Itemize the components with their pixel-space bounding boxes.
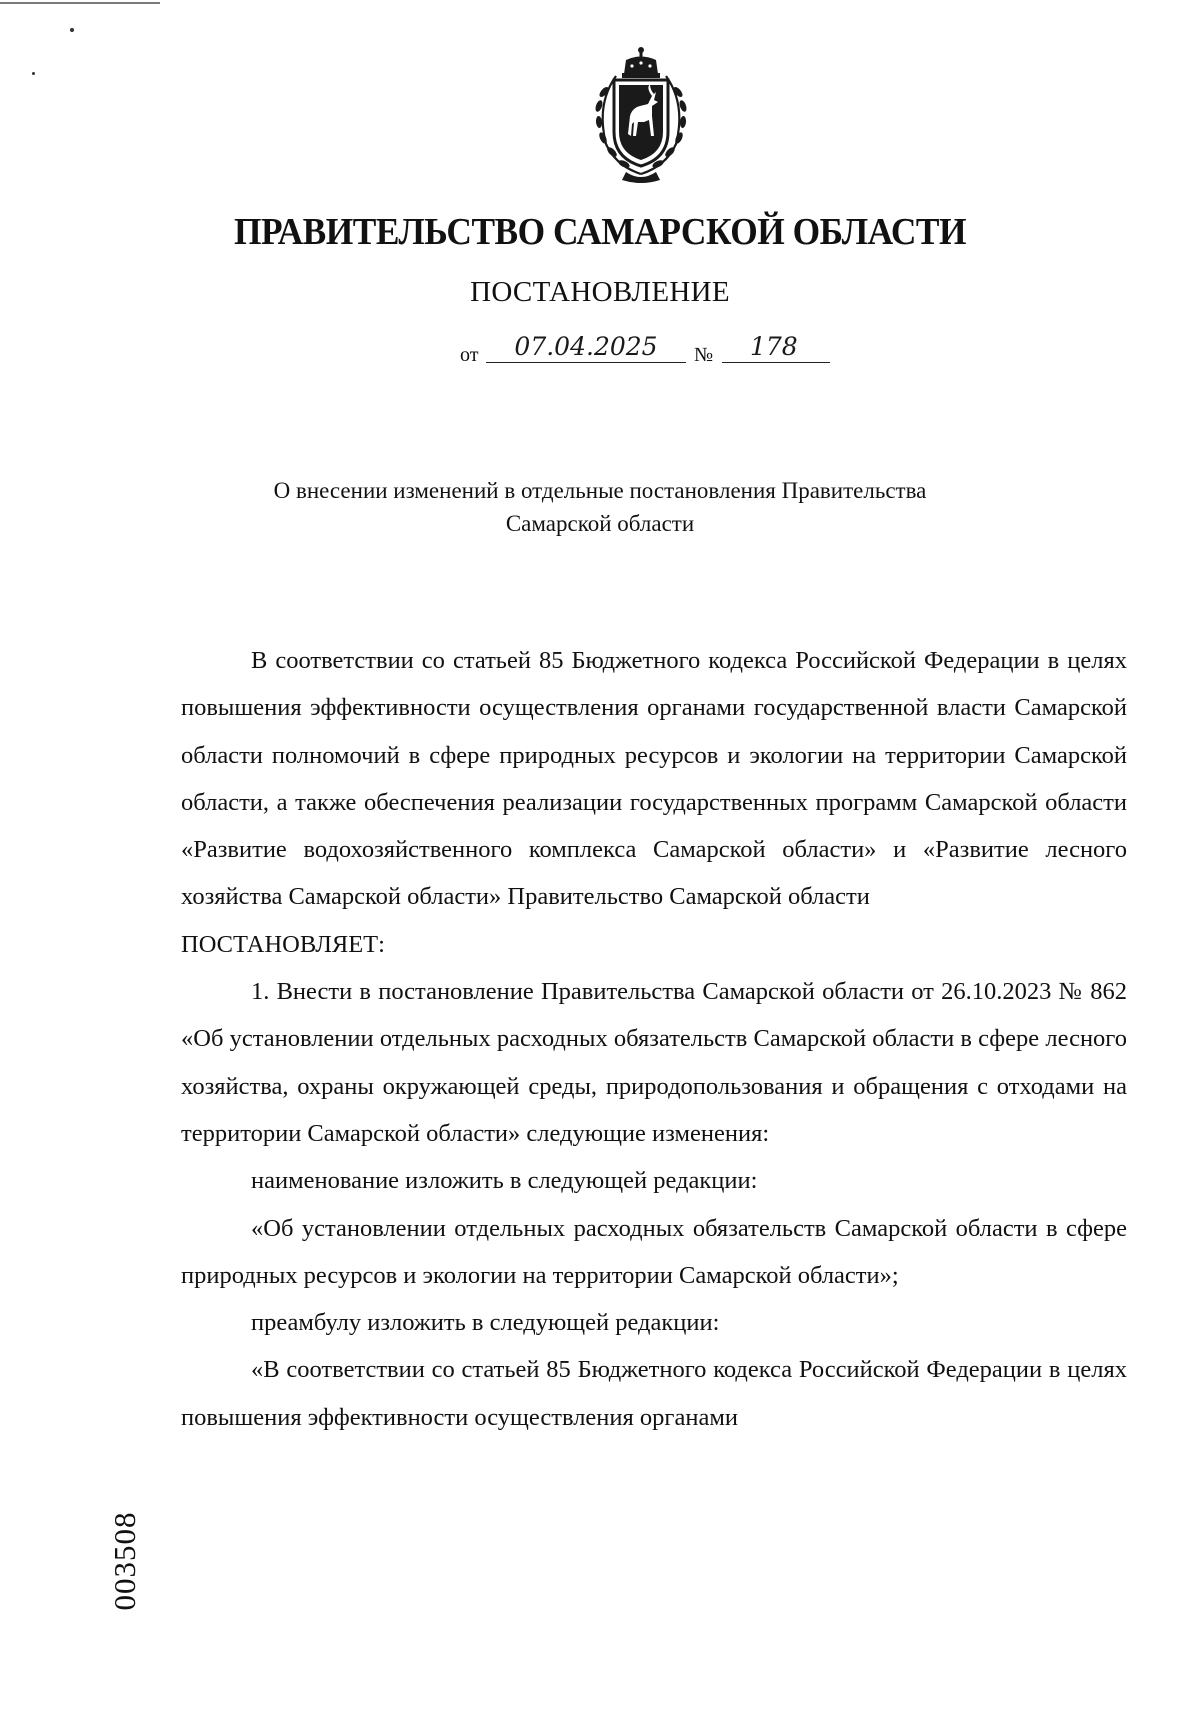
document-type-heading: ПОСТАНОВЛЕНИЕ [470, 276, 730, 308]
scan-speck [70, 28, 74, 32]
body-paragraph-title-change: наименование изложить в следующей редакции: [251, 1167, 758, 1195]
subject-line-1: О внесении изменений в отдельные постановления Правительства [273, 478, 927, 503]
body-paragraph-new-preamble: «В соответствии со статьей 85 Бюджетного кодекса Российской Федерации в целях повышения эффективности осуществления органами [181, 1356, 1127, 1431]
subject-line-2: Самарской области [505, 511, 695, 536]
scan-speck [32, 72, 35, 75]
scan-edge-line [0, 2, 160, 4]
document-body [181, 637, 1127, 1441]
document-subject [200, 474, 1000, 540]
serial-number-stamp [100, 1486, 150, 1636]
number-label: № [694, 344, 714, 366]
body-paragraph-preamble: В соответствии со статьей 85 Бюджетного кодекса Российской Федерации в целях повышения эффективности осуществления органами государственной власти Самарской области полномочий в сфере природных ресурсов и экологии на территории Самарской области, а также обеспечения реализации государственных программ Самарской области «Развитие водохозяйственного комплекса Самарской области» и «Развитие лесного хозяйства Самарской области» Правительство Самарской области [181, 647, 1127, 911]
serial-number-text: 003508 [107, 1511, 142, 1611]
date-number-line [460, 332, 860, 372]
body-paragraph-preamble-change: преамбулу изложить в следующей редакции: [251, 1309, 720, 1337]
issuing-authority-title: ПРАВИТЕЛЬСТВО САМАРСКОЙ ОБЛАСТИ [233, 211, 967, 253]
handwritten-number: 178 [722, 332, 830, 363]
body-decree-word: ПОСТАНОВЛЯЕТ: [181, 930, 385, 958]
coat-of-arms-emblem [586, 44, 696, 184]
body-paragraph-item-1: 1. Внести в постановление Правительства Самарской области от 26.10.2023 № 862 «Об установлении отдельных расходных обязательств Самарской области в сфере лесного хозяйства, охраны окружающей среды, природопользования и обращения с отходами на территории Самарской области» следующие изменения: [181, 978, 1127, 1147]
body-paragraph-new-title: «Об установлении отдельных расходных обязательств Самарской области в сфере природных ресурсов и экологии на территории Самарской области»; [181, 1214, 1127, 1289]
date-label: от [460, 344, 479, 366]
handwritten-date: 07.04.2025 [486, 332, 686, 363]
